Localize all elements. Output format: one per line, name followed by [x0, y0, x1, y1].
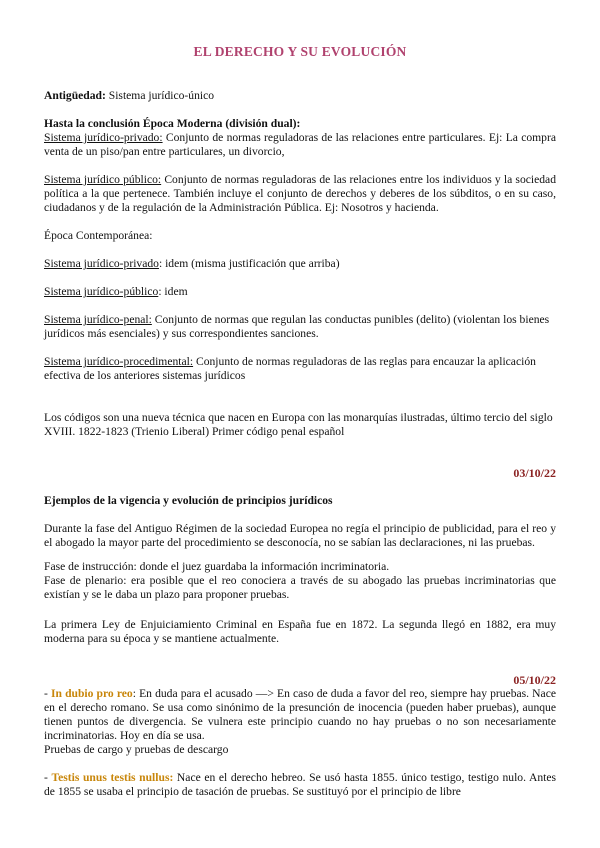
antiguo-regimen-paragraph: Durante la fase del Antiguo Régimen de la sociedad Europea no regía el principio de publicidad, para el reo y el abogado la mayor parte del procedimiento se desconocía, no se sabían las declaraciones, ni las pruebas. [44, 522, 556, 549]
in-dubio-label: In dubio pro reo [50, 687, 133, 700]
testis-label: Testis unus testis nullus: [51, 771, 174, 784]
instruccion-paragraph: Fase de instrucción: donde el juez guardaba la información incriminatoria. [44, 560, 390, 573]
antiguedad-line [44, 89, 556, 103]
moderna-heading: Hasta la conclusión Época Moderna (división dual): [44, 117, 301, 130]
publico1-paragraph [44, 173, 556, 215]
pruebas-line: Pruebas de cargo y pruebas de descargo [44, 743, 229, 756]
privado2-paragraph [44, 257, 556, 271]
date-heading-1: 03/10/22 [513, 466, 556, 480]
ley-paragraph: La primera Ley de Enjuiciamiento Criminal en España fue en 1872. La segunda llegó en 1882, era muy moderna para su época y se mantiene actualmente. [44, 618, 556, 645]
privado1-text: Conjunto de normas reguladoras de las relaciones entre particulares. Ej: La compra venta de un piso/pan entre particulares, un divorcio, [44, 131, 556, 158]
antiguedad-label: Antigüedad: [44, 89, 106, 102]
publico1-text: Conjunto de normas reguladoras de las relaciones entre los individuos y la sociedad política a la que pertenece. También incluye el conjunto de derechos y deberes de los súbditos, o en su caso, ciudadanos y de la regulación de la Administración Pública. Ej: Nosotros y hacienda. [44, 173, 556, 214]
antiguedad-text: Sistema jurídico-único [105, 89, 215, 102]
in-dubio-text: : En duda para el acusado —> En caso de duda a favor del reo, siempre hay pruebas. Nace en el derecho romano. Se usa como sinónimo de la presunción de inocencia (pueden haber pruebas), aunque tienen puntos de divergencia. Se vulnera este principio cuando no hay pruebas o no son necesariamente incriminatorias. Hoy en día se usa. [44, 687, 556, 742]
publico2-paragraph [44, 285, 556, 299]
ejemplos-heading: Ejemplos de la vigencia y evolución de principios jurídicos [44, 494, 333, 507]
testis-text: Nace en el derecho hebreo. Se usó hasta 1855. único testigo, testigo nulo. Antes de 1855 se usaba el principio de tasación de pruebas. Se sustituyó por el principio de libre [44, 771, 556, 798]
in-dubio-dash: - [44, 687, 51, 700]
publico2-label: Sistema jurídico-público [44, 285, 159, 298]
publico2-text: : idem [158, 285, 188, 298]
privado2-label: Sistema jurídico-privado [44, 257, 159, 270]
date-heading-2: 05/10/22 [513, 673, 556, 687]
penal-text: Conjunto de normas que regulan las conductas punibles (delito) (violentan los bienes jurídicos más esenciales) y sus correspondientes sanciones. [44, 313, 550, 340]
penal-label: Sistema jurídico-penal: [44, 313, 152, 326]
contemporanea-heading: Época Contemporánea: [44, 229, 153, 242]
testis-dash: - [44, 771, 52, 784]
privado2-text: : idem (misma justificación que arriba) [158, 257, 340, 270]
page-title: EL DERECHO Y SU EVOLUCIÓN [193, 44, 407, 59]
publico1-label: Sistema jurídico público: [44, 173, 162, 186]
in-dubio-paragraph [44, 687, 556, 743]
privado1-paragraph [44, 131, 556, 159]
procedimental-label: Sistema jurídico-procedimental: [44, 355, 194, 368]
procedimental-paragraph [44, 355, 556, 383]
privado1-label: Sistema jurídico-privado: [44, 131, 163, 144]
penal-paragraph [44, 313, 556, 341]
codigos-paragraph: Los códigos son una nueva técnica que nacen en Europa con las monarquías ilustradas, último tercio del siglo XVIII. 1822-1823 (Trienio Liberal) Primer código penal español [44, 411, 553, 438]
testis-paragraph [44, 771, 556, 799]
procedimental-text: Conjunto de normas reguladoras de las reglas para encauzar la aplicación efectiva de los anteriores sistemas jurídicos [44, 355, 536, 382]
plenario-paragraph: Fase de plenario: era posible que el reo conociera a través de su abogado las pruebas incriminatorias que existían y se le daba un plazo para proponer pruebas. [44, 574, 556, 601]
